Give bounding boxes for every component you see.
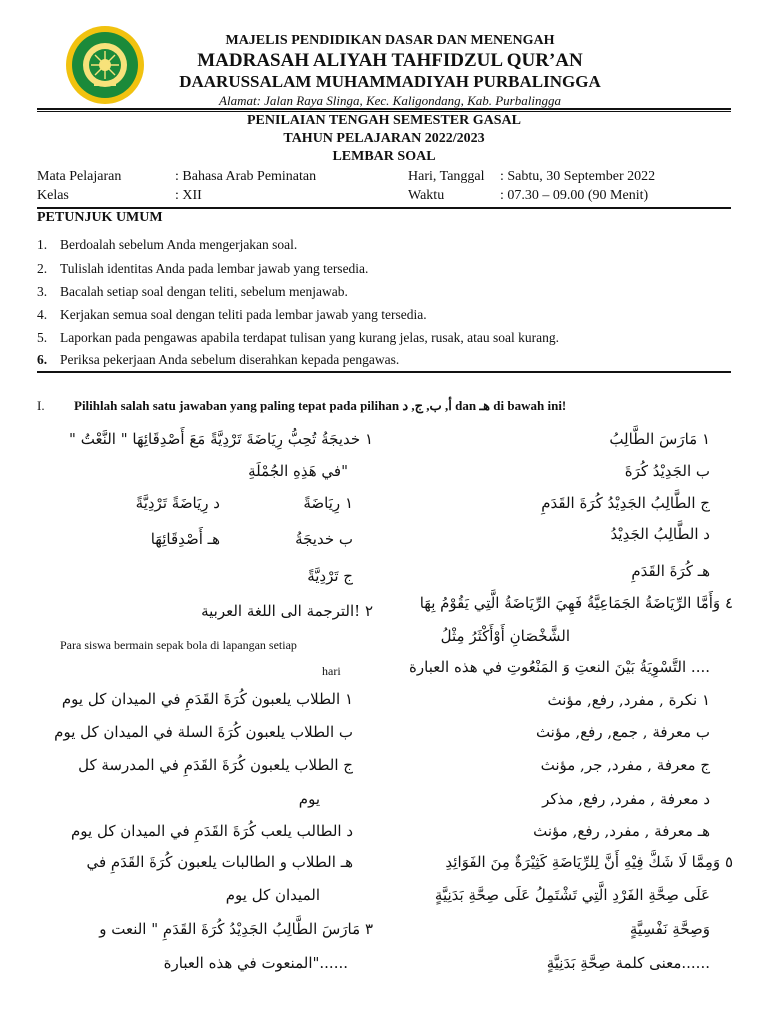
q-option: ج الطَّالِبُ الجَدِيْدُ كُرَةَ القَدَمِ bbox=[541, 494, 710, 512]
q2-option: ١ الطلاب يلعبون كُرَةَ القَدَمِ في الميدان كل يوم bbox=[61, 690, 353, 708]
question-4-cont: الشَّخْصَانِ أَوْأَكْثَرُ مِثْلُ bbox=[440, 627, 570, 645]
instruction-item: 1. Berdoalah sebelum Anda mengerjakan soal. bbox=[37, 237, 298, 252]
instruction-item: 4. Kerjakan semua soal dengan teliti pada lembar jawab yang tersedia. bbox=[37, 307, 427, 322]
q-option: د الطَّالِبُ الجَدِيْدُ bbox=[610, 525, 710, 543]
date-label: Hari, Tanggal bbox=[408, 169, 485, 184]
section-number: I. bbox=[37, 398, 45, 413]
instructions-title: PETUNJUK UMUM bbox=[37, 210, 163, 225]
exam-title: PENILAIAN TENGAH SEMESTER GASAL bbox=[247, 113, 521, 128]
question-5: ٥ وَمِمَّا لَا شَكَّ فِيْهِ أَنَّ لِلرِّيَاضَةِ كَثِيْرَةٌ مِنَ الفَوَائِدِ bbox=[445, 853, 733, 871]
q-option: ج معرفة , مفرد, جر, مؤنث bbox=[540, 756, 710, 774]
date-value: : Sabtu, 30 September 2022 bbox=[500, 169, 656, 184]
question-4-prompt: .... التَّسْوِيَةُ بَيْنَ النعتِ وَ المَنْعُوتِ في هذه العبارة bbox=[409, 658, 710, 676]
question-1-cont: "في هَذِهِ الجُمْلَةِ bbox=[248, 462, 348, 480]
q1-option-d: د رِيَاضَةً تَرْدِيَّةً bbox=[135, 494, 220, 512]
exam-sheet-title: LEMBAR SOAL bbox=[332, 149, 436, 164]
question-2-text-cont: hari bbox=[322, 664, 341, 678]
question-5-cont: عَلَى صِحَّةِ الفَرْدِ الَّتِي تَشْتَمِلُ عَلَى صِحَّةِ بَدَنِيَّةٍ bbox=[434, 886, 710, 904]
q1-option-a: ١ رِيَاضَةً bbox=[303, 494, 353, 512]
subject-value: : Bahasa Arab Peminatan bbox=[175, 169, 317, 184]
header-school-sub: DAARUSSALAM MUHAMMADIYAH PURBALINGGA bbox=[179, 72, 601, 91]
header-school-name: MADRASAH ALIYAH TAHFIDZUL QUR’AN bbox=[197, 50, 583, 71]
q1-option-b: ب خديجَةُ bbox=[295, 530, 353, 548]
q2-option: ب الطلاب يلعبون كُرَةَ السلة في الميدان كل يوم bbox=[54, 723, 353, 741]
instruction-item: 3. Bacalah setiap soal dengan teliti, sebelum menjawab. bbox=[37, 284, 348, 299]
q2-option: ج الطلاب يلعبون كُرَةَ القَدَمِ في المدرسة كل bbox=[78, 756, 353, 774]
question-1: ١ خديجَةُ تُحِبُّ رِيَاضَةَ تَرْدِيَّةً مَعَ أَصْدِقَائِهَا " النَّعْتُ " bbox=[69, 430, 373, 448]
q-option: ب الجَدِيْدُ كُرَةَ bbox=[624, 462, 710, 480]
time-label: Waktu bbox=[408, 188, 445, 203]
instruction-item: 5. Laporkan pada pengawas apabila terdapat tulisan yang kurang jelas, rusak, atau soal kurang. bbox=[37, 330, 559, 345]
section-instruction: I. Pilihlah salah satu jawaban yang paling tepat pada pilihan أ, ب, ج, د dan هـ di bawah ini! bbox=[37, 398, 567, 413]
question-5-prompt: ......معنى كلمة صِحَّةِ بَدَنِيَّةٍ bbox=[546, 954, 710, 972]
class-label: Kelas bbox=[37, 188, 69, 203]
question-3: ٣ مَارَسَ الطَّالِبُ الجَدِيْدُ كُرَةَ القَدَمِ " النعت و bbox=[99, 920, 373, 938]
q-option: ١ مَارَسَ الطَّالِبُ bbox=[609, 430, 710, 448]
subject-label: Mata Pelajaran bbox=[37, 169, 122, 184]
q-option: ب معرفة , جمع, رفع, مؤنث bbox=[535, 723, 710, 741]
question-3-cont: ......"المنعوت في هذه العبارة bbox=[163, 954, 348, 972]
q1-option-c: ج تَرْدِيَّةً bbox=[307, 567, 353, 585]
question-2: ٢ !الترجمة الى اللغة العربية bbox=[201, 602, 373, 620]
q2-option: د الطالب يلعب كُرَةَ القَدَمِ في الميدان كل يوم bbox=[71, 822, 353, 840]
instruction-item: 2. Tulislah identitas Anda pada lembar jawab yang tersedia. bbox=[37, 261, 369, 276]
header-address: Alamat: Jalan Raya Slinga, Kec. Kaligondang, Kab. Purbalingga bbox=[219, 93, 561, 108]
header-organization: MAJELIS PENDIDIKAN DASAR DAN MENENGAH bbox=[225, 33, 555, 48]
header-divider-thin bbox=[37, 111, 731, 112]
q2-option: هـ الطلاب و الطالبات يلعبون كُرَةَ القَدَمِ في bbox=[86, 853, 353, 871]
q-option: ١ نكرة , مفرد, رفع, مؤنث bbox=[547, 691, 710, 709]
question-4: ٤ وَأَمَّا الرِّيَاضَةُ الجَمَاعِيَّةُ فَهِيَ الرِّيَاضَةُ الَّتِي يَقُوْمُ بِهَا bbox=[419, 594, 733, 612]
q2-option-cont: الميدان كل يوم bbox=[225, 886, 320, 904]
q-option: هـ كُرَةَ القَدَمِ bbox=[631, 562, 710, 580]
q-option: هـ معرفة , مفرد, رفع, مؤنث bbox=[533, 822, 710, 840]
info-divider bbox=[37, 207, 731, 209]
time-value: : 07.30 – 09.00 (90 Menit) bbox=[500, 188, 649, 203]
question-5-cont: وَصِحَّةِ نَفْسِيَّةٍ bbox=[629, 920, 710, 938]
exam-year: TAHUN PELAJARAN 2022/2023 bbox=[283, 131, 485, 146]
q1-option-e: هـ أَصْدِقَائِهَا bbox=[150, 530, 220, 548]
instructions-divider bbox=[37, 371, 731, 373]
q2-option-cont: يوم bbox=[298, 790, 320, 808]
instruction-item: 6. Periksa pekerjaan Anda sebelum diserahkan kepada pengawas. bbox=[37, 352, 400, 367]
question-2-text: Para siswa bermain sepak bola di lapangan setiap bbox=[60, 638, 297, 652]
school-logo bbox=[64, 24, 146, 106]
q-option: د معرفة , مفرد, رفع, مذكر bbox=[542, 790, 710, 808]
class-value: : XII bbox=[175, 188, 202, 203]
header-divider bbox=[37, 108, 731, 110]
